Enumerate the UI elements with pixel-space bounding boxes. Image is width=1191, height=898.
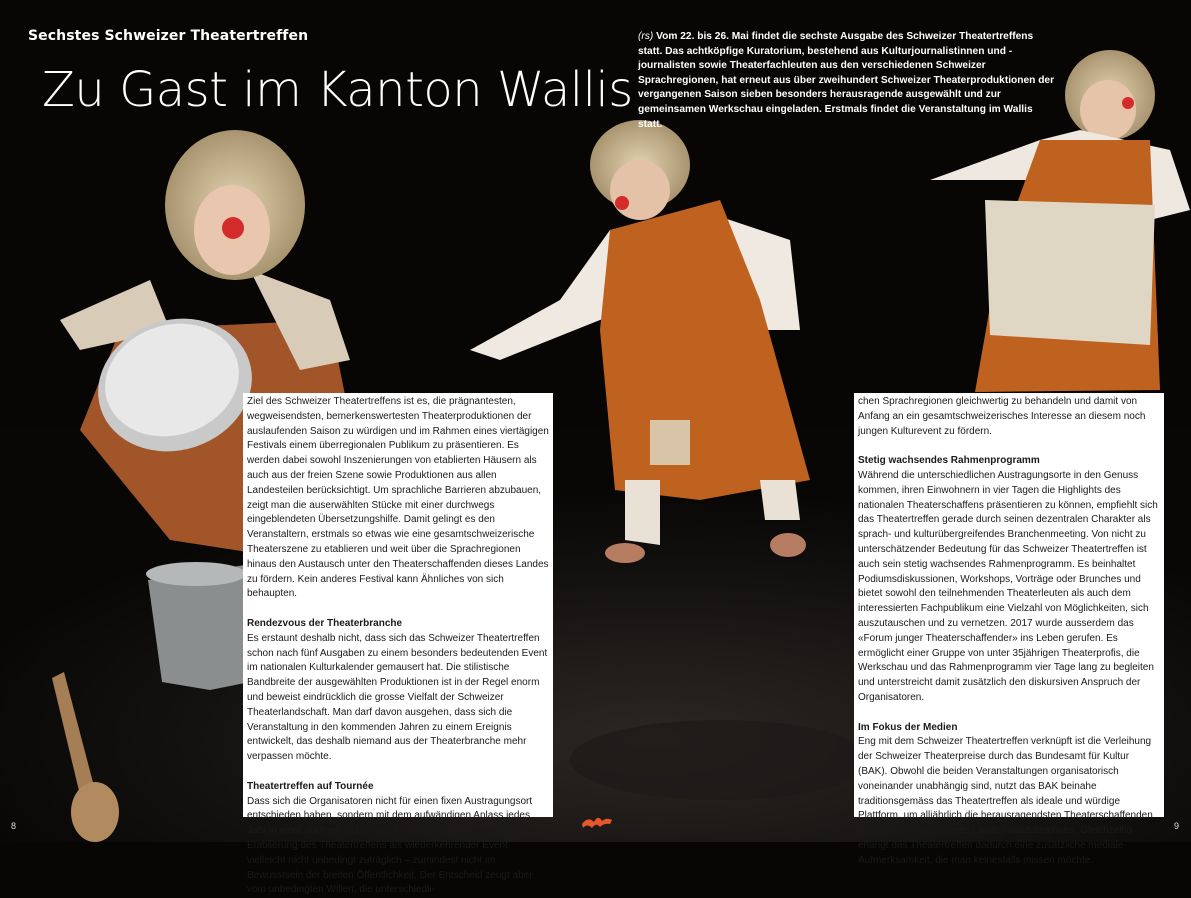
section-kicker: Sechstes Schweizer Theatertreffen — [28, 28, 309, 44]
article-column-right — [854, 393, 1164, 866]
magazine-logo-icon — [580, 812, 614, 832]
subheading: Im Fokus der Medien — [858, 721, 958, 733]
body-paragraph: chen Sprachregionen gleichwertig zu behandeln und damit von Anfang an ein gesamtschweizerisches Interesse an diesem noch jungen Kulturevent zu fördern. — [858, 396, 1146, 437]
lead-text: Vom 22. bis 26. Mai findet die sechste Ausgabe des Schweizer Theatertreffens statt. Das achtköpfige Kuratorium, bestehend aus Kulturjournalistinnen und -journalisten sowie Theaterfachleuten aus den verschiedenen Schweizer Sprachregionen, hat erneut aus über zweihundert Schweizer Theaterproduktionen der vergangenen Saison sieben besonders herausragende ausgewählt und zur gemeinsamen Werkschau eingeladen. Erstmals findet die Veranstaltung im Wallis statt. — [638, 31, 1055, 130]
subheading: Theatertreffen auf Tournée — [247, 780, 374, 792]
body-paragraph: Eng mit dem Schweizer Theatertreffen verknüpft ist die Verleihung der Schweizer Theaterpreise durch das Bundesamt für Kultur (BAK). Obwohl die beiden Veranstaltungen organisatorisch voneinander unabhängig sind, nutzt das BAK beinahe traditionsgemäss das Theatertreffen als ideale und würdige Plattform, um alljährlich die herausragendsten Theaterschaffenden und Institutionen unseres Landes auszuzeichnen. Gleichzeitig erlangt das Theatertreffen dadurch eine zusätzliche mediale Aufmerksamkeit, die man keinesfalls missen möchte. — [858, 736, 1153, 866]
lead-paragraph — [638, 30, 1058, 132]
page-title: Zu Gast im Kanton Wallis — [42, 62, 633, 118]
subheading: Rendezvous der Theaterbranche — [247, 617, 403, 629]
author-initials: (rs) — [638, 31, 654, 42]
body-paragraph: Während die unterschiedlichen Austragungsorte in den Genuss kommen, ihren Einwohnern in vier Tagen die Highlights des nationalen Theaterschaffens präsentieren zu können, empfiehlt sich das Theatertreffen gerade durch seinen dezentralen Charakter als sprach- und kulturübergreifendes Branchenmeeting. Von nicht zu unterschätzender Bedeutung für das Schweizer Theatertreffen ist auch sein stetig wachsendes Rahmenprogramm. Es beinhaltet Podiumsdiskussionen, Workshops, Vorträge oder Brunches und bietet sowohl den teilnehmenden Theaterleuten als auch dem interessierten Fachpublikum eine Vielzahl von Möglichkeiten, sich auszutauschen und zu vernetzen. 2017 wurde ausserdem das «Forum junger Theaterschaffender» ins Leben gerufen. Es ermöglicht einer Gruppe von unter 35jährigen Theaterprofis, die Werkschau und das Rahmenprogramm vier Tage lang zu begleiten und unterstreicht damit zusätzlich den diskursiven Anspruch der Organisatoren. — [858, 469, 1158, 703]
body-paragraph: Es erstaunt deshalb nicht, dass sich das Schweizer Theatertreffen schon nach fünf Ausgaben zu einem besonders bedeutenden Event im nationalen Kulturkalender gemausert hat. Die stilistische Bandbreite der ausgewählten Produktionen ist in der Regel enorm und beweist eindrücklich die grosse Vielfalt der Schweizer Theaterlandschaft. Man darf davon ausgehen, dass sich die Veranstaltung in den kommenden Jahren zu einem Ereignis entwickelt, das deshalb niemand aus der Theaterbranche mehr verpassen möchte. — [247, 632, 548, 763]
article-column-left — [243, 393, 553, 896]
body-paragraph: Ziel des Schweizer Theatertreffens ist es, die prägnantesten, wegweisendsten, bemerkenswertesten Theaterproduktionen der auslaufenden Saison zu würdigen und im Rahmen eines viertägigen Festivals einem überregionalen Publikum zu präsentieren. Es werden dabei sowohl Inszenierungen von etablierten Häusern als auch aus der freien Szene sowie Produktionen aus allen Landesteilen berücksichtigt. Um sprachliche Barrieren abzubauen, zeigt man die auserwählten Stücke mit einer durchwegs eingeblendeten Übersetzungshilfe. Damit gelingt es den Veranstaltern, erstmals so etwas wie eine gesamtschweizerische Theaterszene zu etablieren und weit über die Sprachregionen hinaus den Austausch unter den Theaterschaffenden dieses Landes zu fördern. Kein anderes Festival kann Ähnliches von sich behaupten. — [247, 396, 549, 600]
body-paragraph: Dass sich die Organisatoren nicht für einen fixen Austragungsort entschieden haben, sondern mit dem aufwändigen Anlass jedes Jahr in einer anderen Stadt oder Region zu Gast sind, ist der Etablierung des Theatertreffens als wiederkehrender Event vielleicht nicht unbedingt zuträglich – zumindest nicht im Bewusstsein der breiten Öffentlichkeit. Der Entscheid zeugt aber vom unbedingten Willen, die unterschiedli- — [247, 795, 533, 896]
page-number-right: 9 — [1174, 821, 1180, 831]
page-number-left: 8 — [11, 821, 17, 831]
subheading: Stetig wachsendes Rahmenprogramm — [858, 455, 1040, 467]
